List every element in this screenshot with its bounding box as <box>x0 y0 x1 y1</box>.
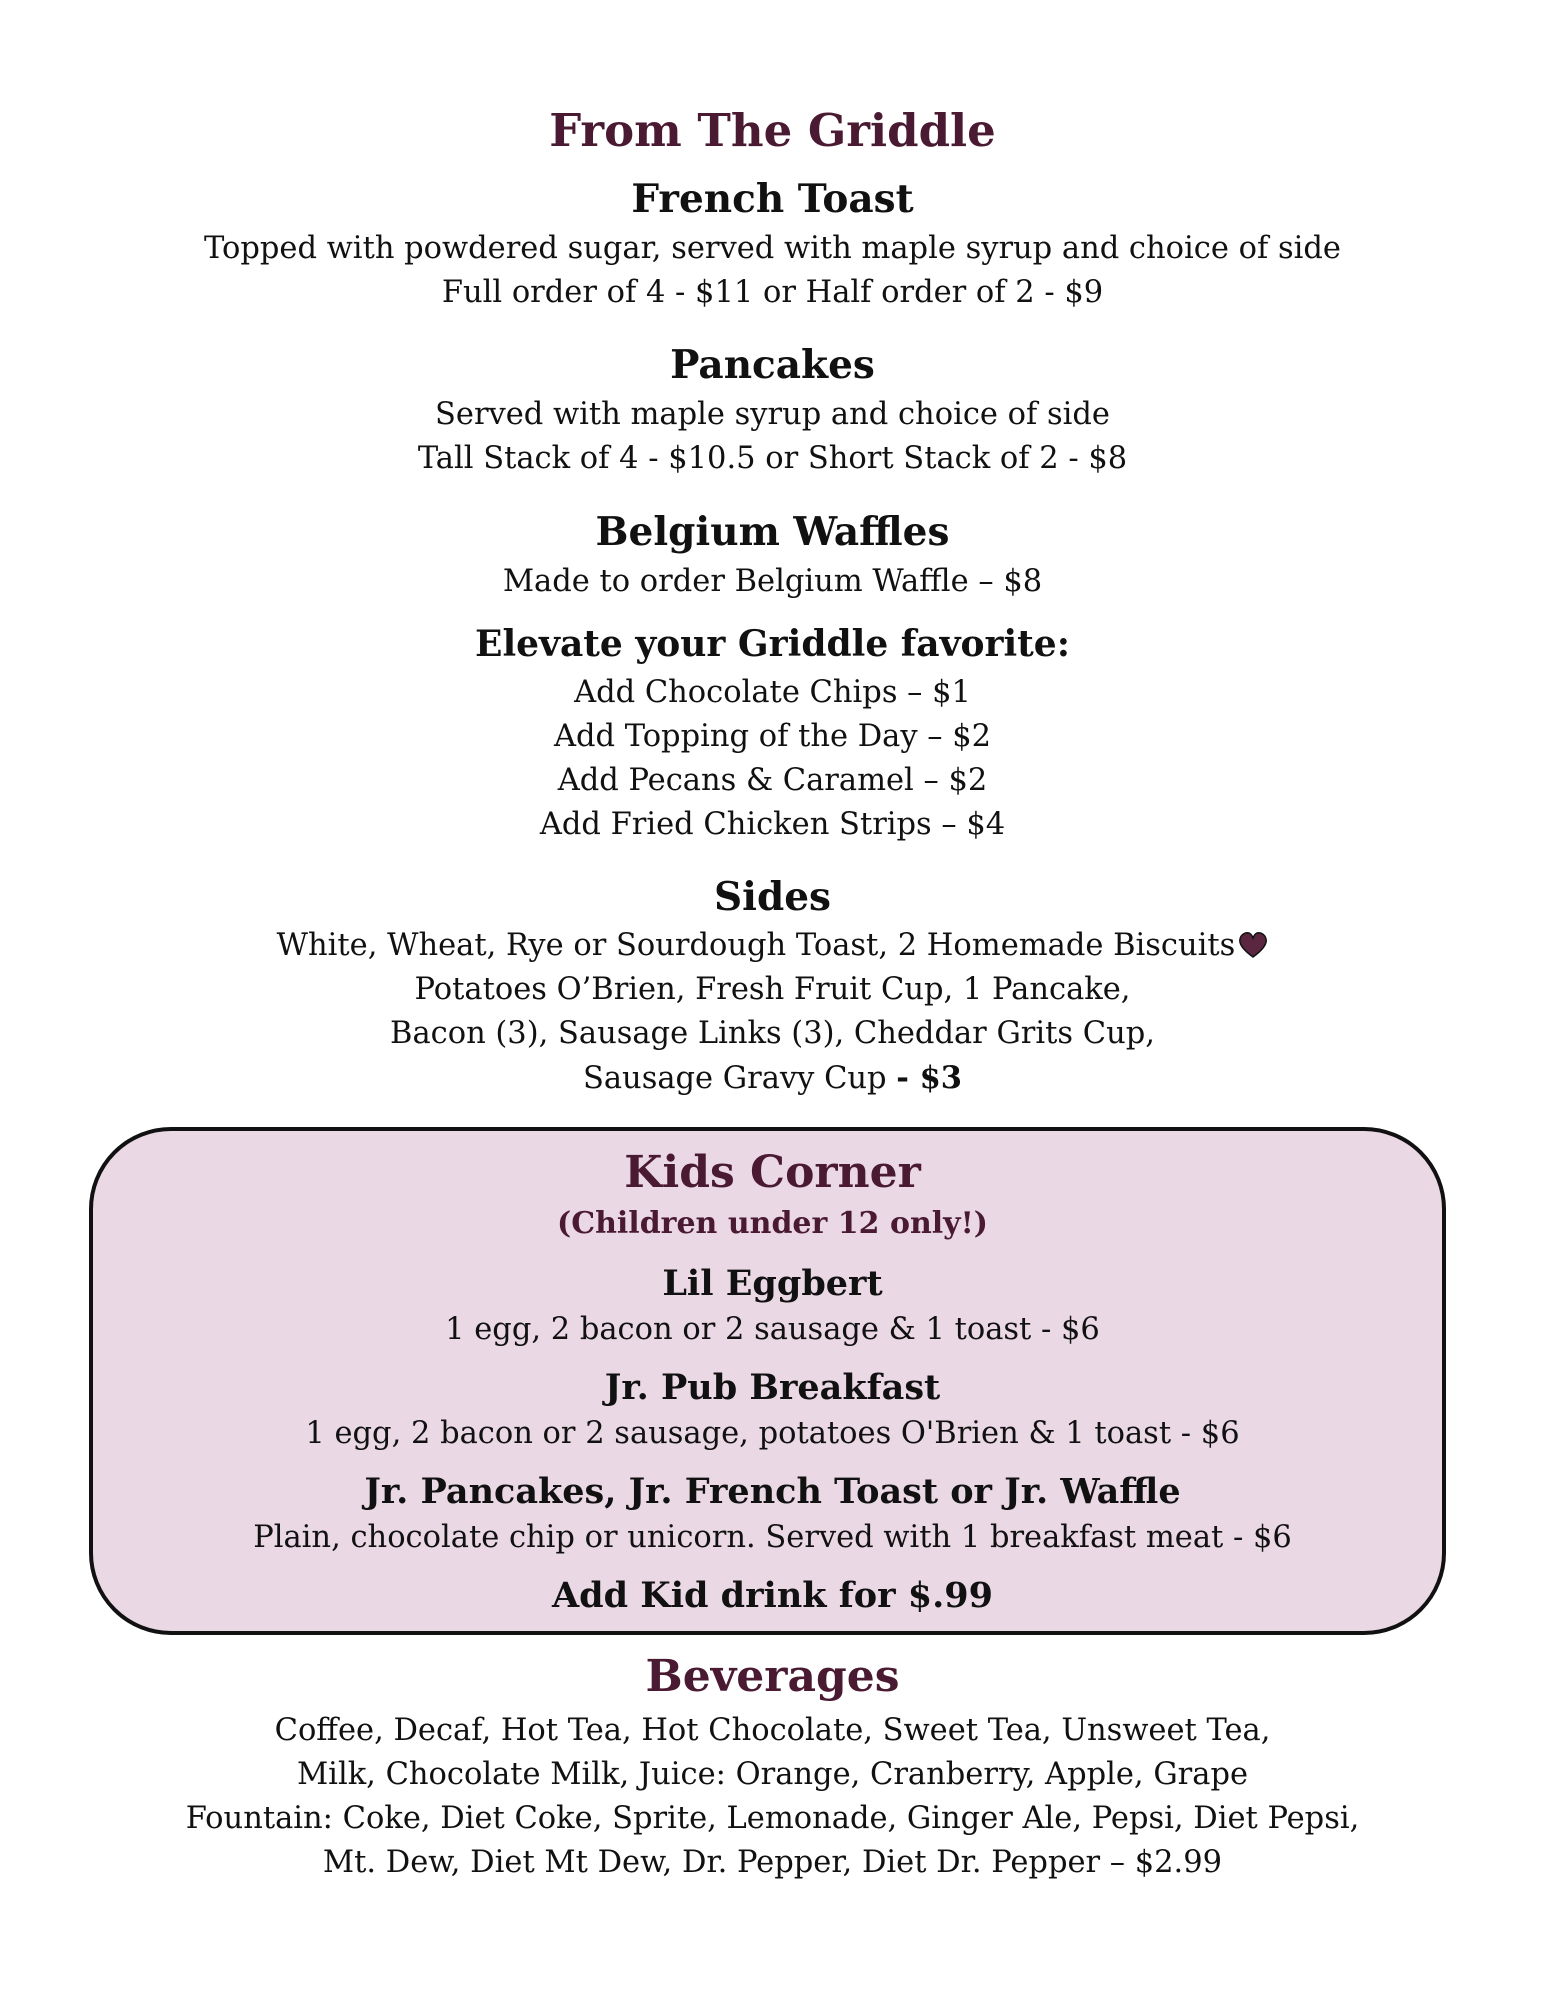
sides-line-1-text: White, Wheat, Rye or Sourdough Toast, 2 Homemade Biscuits <box>276 928 1236 963</box>
french-toast-title: French Toast <box>631 176 914 222</box>
elevate-heading: Elevate your Griddle favorite: <box>475 623 1070 665</box>
elevate-item-topping-of-day: Add Topping of the Day – $2 <box>553 719 992 754</box>
french-toast-description: Topped with powdered sugar, served with maple syrup and choice of side <box>204 231 1341 266</box>
sides-price: - $3 <box>896 1060 963 1096</box>
waffles-title: Belgium Waffles <box>595 509 950 555</box>
elevate-item-chocolate-chips: Add Chocolate Chips – $1 <box>574 675 971 710</box>
kids-drink-addon: Add Kid drink for $.99 <box>551 1575 994 1616</box>
kids-item-jr-pub-breakfast-desc: 1 egg, 2 bacon or 2 sausage, potatoes O'Brien & 1 toast - $6 <box>305 1416 1240 1451</box>
elevate-item-chicken-strips: Add Fried Chicken Strips – $4 <box>539 807 1006 842</box>
kids-item-jr-pancakes-title: Jr. Pancakes, Jr. French Toast or Jr. Waffle <box>364 1471 1181 1512</box>
pancakes-price: Tall Stack of 4 - $10.5 or Short Stack of 2 - $8 <box>417 441 1128 476</box>
sides-line-3: Bacon (3), Sausage Links (3), Cheddar Grits Cup, <box>390 1016 1155 1051</box>
kids-corner-title: Kids Corner <box>624 1147 921 1198</box>
beverages-line-3: Fountain: Coke, Diet Coke, Sprite, Lemonade, Ginger Ale, Pepsi, Diet Pepsi, <box>185 1801 1360 1836</box>
sides-line-1 <box>0 926 1545 970</box>
kids-corner-subtitle: (Children under 12 only!) <box>557 1206 988 1241</box>
waffles-description: Made to order Belgium Waffle – $8 <box>502 564 1043 599</box>
sides-line-2: Potatoes O’Brien, Fresh Fruit Cup, 1 Pancake, <box>414 972 1131 1007</box>
kids-item-lil-eggbert-desc: 1 egg, 2 bacon or 2 sausage & 1 toast - $6 <box>445 1312 1100 1347</box>
kids-item-jr-pub-breakfast-title: Jr. Pub Breakfast <box>604 1367 941 1408</box>
french-toast-price: Full order of 4 - $11 or Half order of 2 - $9 <box>441 275 1104 310</box>
griddle-section-title: From The Griddle <box>549 104 996 157</box>
kids-item-jr-pancakes-desc: Plain, chocolate chip or unicorn. Served with 1 breakfast meat - $6 <box>253 1520 1292 1555</box>
beverages-line-2: Milk, Chocolate Milk, Juice: Orange, Cranberry, Apple, Grape <box>296 1757 1249 1792</box>
pancakes-title: Pancakes <box>670 342 875 388</box>
sides-title: Sides <box>713 874 832 920</box>
sides-last-item: Sausage Gravy Cup <box>582 1061 887 1096</box>
kids-item-lil-eggbert-title: Lil Eggbert <box>662 1263 883 1304</box>
heart-icon <box>1238 930 1268 970</box>
elevate-item-pecans-caramel: Add Pecans & Caramel – $2 <box>557 763 988 798</box>
beverages-line-4: Mt. Dew, Diet Mt Dew, Dr. Pepper, Diet Dr. Pepper – $2.99 <box>322 1845 1223 1880</box>
sides-line-4 <box>0 1058 1545 1099</box>
beverages-title: Beverages <box>645 1651 900 1702</box>
beverages-line-1: Coffee, Decaf, Hot Tea, Hot Chocolate, Sweet Tea, Unsweet Tea, <box>274 1713 1271 1748</box>
pancakes-description: Served with maple syrup and choice of side <box>435 397 1110 432</box>
